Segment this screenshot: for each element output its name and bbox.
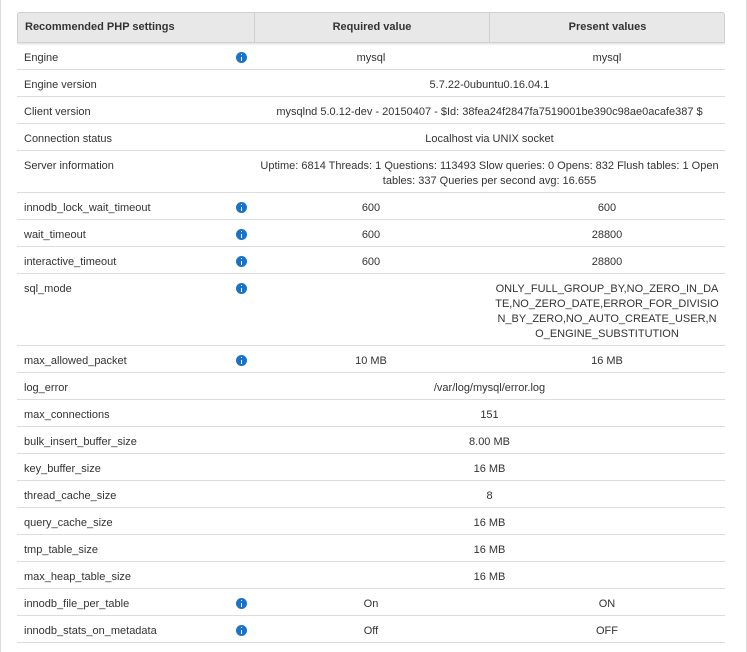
header-setting-name: Recommended PHP settings bbox=[25, 21, 175, 33]
present-value: Localhost via UNIX socket bbox=[425, 133, 554, 145]
present-value: /var/log/mysql/error.log bbox=[433, 382, 546, 394]
table-row bbox=[17, 454, 725, 481]
required-value: 600 bbox=[361, 202, 381, 214]
present-value: mysqlnd 5.0.12-dev - 20150407 - $Id: 38fea24f2847fa7519001be390c98ae0acafe387 $ bbox=[276, 106, 703, 118]
setting-name: tmp_table_size bbox=[24, 544, 98, 556]
present-value: 8.00 MB bbox=[469, 436, 510, 448]
required-value bbox=[254, 274, 488, 282]
table-row bbox=[17, 70, 725, 97]
required-value: Off bbox=[363, 625, 379, 637]
info-icon[interactable] bbox=[236, 625, 247, 636]
setting-name: Engine bbox=[24, 52, 59, 64]
setting-name: innodb_file_per_table bbox=[24, 598, 130, 610]
present-value: 28800 bbox=[591, 229, 623, 241]
required-value: On bbox=[363, 598, 379, 610]
settings-table bbox=[17, 12, 725, 652]
table-row bbox=[17, 151, 725, 193]
setting-name: wait_timeout bbox=[24, 229, 86, 241]
present-value: ONLY_FULL_GROUP_BY,NO_ZERO_IN_DATE,NO_ZERO_DATE,ERROR_FOR_DIVISION_BY_ZERO,NO_AUTO_CREATE_USER,NO_ENGINE_SUBSTITUTION bbox=[495, 283, 719, 340]
present-value: 8 bbox=[486, 490, 493, 502]
setting-name: bulk_insert_buffer_size bbox=[24, 436, 137, 448]
required-value: 10 MB bbox=[355, 355, 387, 367]
required-value: 600 bbox=[361, 229, 381, 241]
info-icon[interactable] bbox=[236, 229, 247, 240]
present-value: 16 MB bbox=[473, 463, 506, 475]
present-value: 16 MB bbox=[473, 517, 506, 529]
setting-name: sql_mode bbox=[24, 283, 72, 295]
present-value: 28800 bbox=[591, 256, 623, 268]
table-row bbox=[17, 43, 725, 70]
setting-name: log_error bbox=[24, 382, 69, 394]
header-present-values: Present values bbox=[489, 13, 725, 42]
setting-name: max_allowed_packet bbox=[24, 355, 127, 367]
table-header bbox=[17, 12, 725, 43]
info-icon[interactable] bbox=[236, 52, 247, 63]
present-value: OFF bbox=[596, 625, 618, 637]
header-required-value: Required value bbox=[254, 13, 489, 42]
table-row bbox=[17, 535, 725, 562]
info-icon[interactable] bbox=[236, 598, 247, 609]
setting-name: innodb_stats_on_metadata bbox=[24, 625, 157, 637]
present-value: ON bbox=[598, 598, 616, 610]
present-value: 151 bbox=[480, 409, 499, 421]
setting-name: query_cache_size bbox=[24, 517, 113, 529]
info-icon[interactable] bbox=[236, 202, 247, 213]
required-value: 600 bbox=[361, 256, 381, 268]
setting-name: innodb_lock_wait_timeout bbox=[24, 202, 151, 214]
table-row bbox=[17, 373, 725, 400]
setting-name: thread_cache_size bbox=[24, 490, 117, 502]
info-icon[interactable] bbox=[236, 256, 247, 267]
table-row bbox=[17, 400, 725, 427]
present-value: 16 MB bbox=[591, 355, 623, 367]
table-row bbox=[17, 97, 725, 124]
required-value: mysql bbox=[356, 52, 386, 64]
present-value: Uptime: 6814 Threads: 1 Questions: 113493 Slow queries: 0 Opens: 832 Flush tables: 1 Open tables: 337 Queries per second avg: 16.655 bbox=[260, 160, 719, 187]
table-row bbox=[17, 247, 725, 274]
present-value: 16 MB bbox=[473, 544, 506, 556]
present-value: mysql bbox=[592, 52, 622, 64]
table-row bbox=[17, 427, 725, 454]
table-row bbox=[17, 562, 725, 589]
setting-name: max_heap_table_size bbox=[24, 571, 132, 583]
table-row bbox=[17, 346, 725, 373]
setting-name: Server information bbox=[24, 160, 114, 172]
table-row bbox=[17, 508, 725, 535]
table-row bbox=[17, 274, 725, 346]
info-icon[interactable] bbox=[236, 355, 247, 366]
table-row bbox=[17, 589, 725, 616]
table-row bbox=[17, 193, 725, 220]
setting-name: interactive_timeout bbox=[24, 256, 117, 268]
setting-name: Client version bbox=[24, 106, 91, 118]
present-value: 16 MB bbox=[473, 571, 506, 583]
setting-name: key_buffer_size bbox=[24, 463, 101, 475]
present-value: 5.7.22-0ubuntu0.16.04.1 bbox=[429, 79, 550, 91]
table-row bbox=[17, 616, 725, 643]
setting-name: Connection status bbox=[24, 133, 113, 145]
info-icon[interactable] bbox=[236, 283, 247, 294]
setting-name: max_connections bbox=[24, 409, 110, 421]
table-row bbox=[17, 220, 725, 247]
table-row bbox=[17, 124, 725, 151]
table-row bbox=[17, 481, 725, 508]
setting-name: Engine version bbox=[24, 79, 97, 91]
present-value: 600 bbox=[597, 202, 617, 214]
